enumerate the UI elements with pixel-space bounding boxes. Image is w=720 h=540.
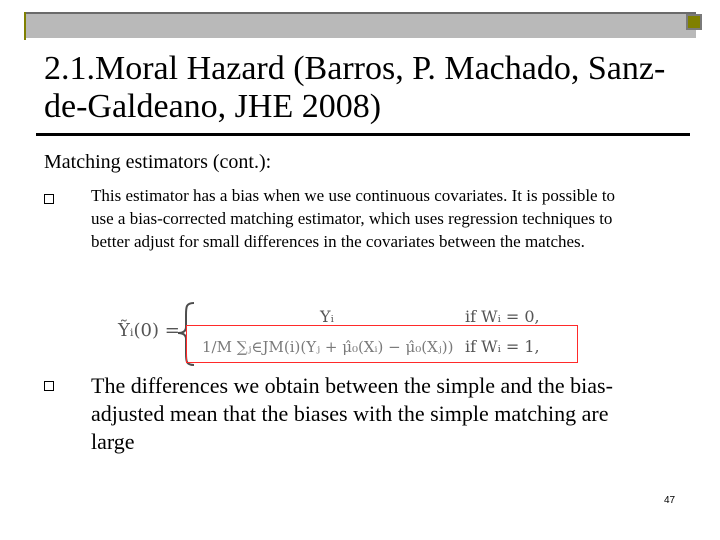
olive-square-icon: [688, 16, 700, 28]
title-divider: [36, 133, 690, 136]
bullet-paragraph-2: The differences we obtain between the simple and the bias-adjusted mean that the biases with the simple matching are large: [91, 373, 613, 454]
formula-case2-condition: if Wᵢ = 1,: [465, 337, 540, 356]
formula-case1-expression: Yᵢ: [320, 307, 334, 326]
bullet-paragraph-1: This estimator has a bias when we use continuous covariates. It is possible to use a bias-corrected matching estimator, which uses regression techniques to better adjust for small differences in the covariates between the matches.: [91, 186, 616, 251]
bullet-square-icon: [44, 381, 54, 391]
bias-corrected-formula: [118, 297, 583, 369]
section-subheading: Matching estimators (cont.):: [44, 151, 272, 173]
formula-lhs: Ỹᵢ(0) =: [118, 320, 180, 341]
top-left-accent-line: [24, 12, 26, 40]
top-bar-border: [24, 12, 696, 14]
bullet-square-icon: [44, 194, 54, 204]
page-number: 47: [664, 495, 676, 506]
top-decorative-bar: [24, 12, 696, 38]
formula-highlight-box: [186, 325, 578, 363]
slide-title: 2.1.Moral Hazard (Barros, P. Machado, Sanz-de-Galdeano, JHE 2008): [44, 50, 666, 125]
formula-case1-condition: if Wᵢ = 0,: [465, 307, 540, 326]
formula-case2-expression: 1/M ∑ⱼ∈JM(i)(Yⱼ + μ̂₀(Xᵢ) − μ̂₀(Xⱼ)): [202, 338, 454, 356]
